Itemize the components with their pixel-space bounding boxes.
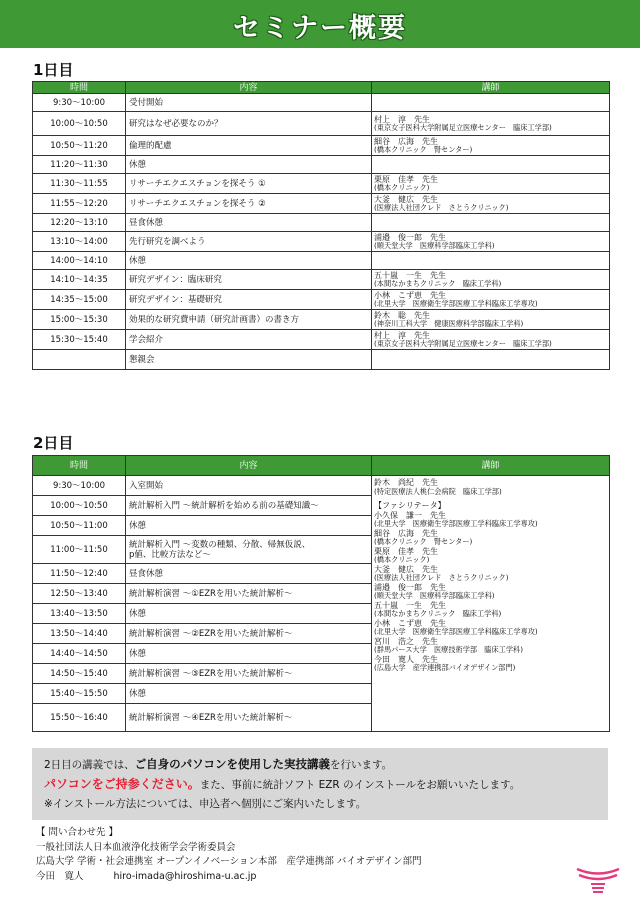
time-cell: 10:50～11:00 <box>33 516 126 536</box>
table-row <box>33 156 610 174</box>
content-text: 統計解析演習 ～③EZRを用いた統計解析～ <box>129 668 293 679</box>
time-cell: 13:10～14:00 <box>33 232 126 252</box>
content-cell <box>126 536 372 564</box>
lecturer-cell <box>372 174 610 194</box>
facilitator-affiliation: (北里大学 医療衛生学部医療工学科臨床工学専攻) <box>374 627 538 636</box>
society-logo-icon <box>575 866 621 896</box>
lecturer-cell <box>372 94 610 112</box>
lecturer-name: 鈴木 聡 先生 <box>374 310 430 320</box>
lecturer-cell <box>372 330 610 350</box>
lecturer-cell <box>372 476 610 732</box>
lecturer-cell <box>372 270 610 290</box>
content-cell <box>126 516 372 536</box>
content-cell <box>126 564 372 584</box>
lecturer-affiliation: (医療法人社団クレド さとうクリニック) <box>374 203 509 212</box>
time-cell: 11:30～11:55 <box>33 174 126 194</box>
table-row <box>33 252 610 270</box>
content-cell: 先行研究を調べよう <box>126 232 372 252</box>
facilitator-affiliation: (本間なかまちクリニック 臨床工学科) <box>374 609 502 618</box>
content-cell <box>126 476 372 496</box>
content-cell: 休憩 <box>126 252 372 270</box>
time-cell: 10:00～10:50 <box>33 112 126 136</box>
content-cell: リサーチエクエスチョンを探そう ① <box>126 174 372 194</box>
content-cell: リサーチエクエスチョンを探そう ② <box>126 194 372 214</box>
notice-emphasis: ご自身のパソコンを使用した実技講義 <box>134 757 330 771</box>
table-row <box>33 330 610 350</box>
lecturer-affiliation: (橋本クリニック) <box>374 183 430 192</box>
lecturer-name: 村上 淳 先生 <box>374 114 430 124</box>
lecturer-cell <box>372 310 610 330</box>
header-lecturer: 講師 <box>372 82 610 94</box>
content-cell <box>126 496 372 516</box>
lecturer-affiliation: (東京女子医科大学附属足立医療センター 臨床工学部) <box>374 123 552 132</box>
time-cell: 12:20～13:10 <box>33 214 126 232</box>
lecturer-cell <box>372 214 610 232</box>
time-cell: 10:00～10:50 <box>33 496 126 516</box>
facilitator-affiliation: (順天堂大学 医療科学部臨床工学科) <box>374 591 495 600</box>
notice-line-1: 2日目の講義では、ご自身のパソコンを使用した実技講義を行います。 <box>44 757 393 771</box>
time-cell: 11:20～11:30 <box>33 156 126 174</box>
content-cell: 研究はなぜ必要なのか？ <box>126 112 372 136</box>
contact-email-link[interactable]: hiro-imada@hiroshima-u.ac.jp <box>113 870 257 882</box>
content-text: 休憩 <box>129 688 147 699</box>
lecturer-cell <box>372 350 610 370</box>
facilitator-affiliation: (北里大学 医療衛生学部医療工学科臨床工学専攻) <box>374 519 538 528</box>
content-cell: 研究デザイン：基礎研究 <box>126 290 372 310</box>
lecturer-affiliation: (東京女子医科大学附属足立医療センター 臨床工学部) <box>374 339 552 348</box>
content-text-cont: p値、比較方法など～ <box>129 549 211 560</box>
facilitator-name: 今田 寛人 先生 <box>374 654 438 664</box>
content-cell: 効果的な研究費申請（研究計画書）の書き方 <box>126 310 372 330</box>
table-row <box>33 232 610 252</box>
content-text: 休憩 <box>129 608 147 619</box>
facilitator-affiliation: (橋本クリニック 腎センター) <box>374 537 473 546</box>
lecturer-name: 栗原 佳孝 先生 <box>374 174 438 184</box>
content-cell: 倫理的配慮 <box>126 136 372 156</box>
facilitator-name: 栗原 佳孝 先生 <box>374 546 438 556</box>
time-cell: 14:00～14:10 <box>33 252 126 270</box>
time-cell: 14:35～15:00 <box>33 290 126 310</box>
time-cell: 15:00～15:30 <box>33 310 126 330</box>
lecturer-affiliation: (神奈川工科大学 健康医療科学部臨床工学科) <box>374 319 524 328</box>
practical-notice <box>32 748 608 820</box>
content-cell <box>126 624 372 644</box>
facilitator-name: 宮川 浩之 先生 <box>374 636 438 646</box>
content-text: 入室開始 <box>129 480 164 491</box>
time-cell: 9:30～10:00 <box>33 94 126 112</box>
lead-lecturer-affiliation: (特定医療法人桃仁会病院 臨床工学部) <box>374 486 502 496</box>
content-text: 統計解析演習 ～①EZRを用いた統計解析～ <box>129 588 293 599</box>
table-row <box>33 310 610 330</box>
lecturer-cell <box>372 194 610 214</box>
day1-title: 1日目 <box>33 61 74 79</box>
time-cell: 15:40～15:50 <box>33 684 126 704</box>
lecturer-name: 五十嵐 一生 先生 <box>374 270 446 280</box>
content-text: 休憩 <box>129 520 147 531</box>
header-content: 内容 <box>126 456 372 476</box>
content-text: 統計解析演習 ～②EZRを用いた統計解析～ <box>129 628 293 639</box>
content-cell: 休憩 <box>126 156 372 174</box>
time-cell: 11:50～12:40 <box>33 564 126 584</box>
lecturer-affiliation: (橋本クリニック 腎センター) <box>374 145 473 154</box>
table-row <box>33 270 610 290</box>
content-text: 統計解析入門 ～変数の種類、分散、帰無仮説、 <box>129 539 311 550</box>
time-cell: 15:50～16:40 <box>33 704 126 732</box>
time-cell: 15:30～15:40 <box>33 330 126 350</box>
lecturer-affiliation: (本間なかまちクリニック 臨床工学科) <box>374 279 502 288</box>
notice-line-3: ※インストール方法については、申込者へ個別にご案内いたします。 <box>44 798 367 810</box>
facilitator-affiliation: (医療法人社団クレド さとうクリニック) <box>374 573 509 582</box>
content-cell: 学会紹介 <box>126 330 372 350</box>
header-time: 時間 <box>33 456 126 476</box>
table-row <box>33 112 610 136</box>
facilitator-name: 浦邉 俊一郎 先生 <box>374 582 446 592</box>
bring-pc-emphasis: パソコンをご持参ください。 <box>44 777 200 791</box>
lecturer-name: 村上 淳 先生 <box>374 330 430 340</box>
lecturer-cell <box>372 290 610 310</box>
content-text: 休憩 <box>129 648 147 659</box>
notice-line-2: パソコンをご持参ください。また、事前に統計ソフト EZR のインストールをお願いいたします。 <box>44 777 521 791</box>
content-cell: 研究デザイン：臨床研究 <box>126 270 372 290</box>
lecturer-cell <box>372 136 610 156</box>
contact-person-line <box>36 870 421 885</box>
content-cell <box>126 664 372 684</box>
content-cell <box>126 604 372 624</box>
content-cell: 懇親会 <box>126 350 372 370</box>
content-cell <box>126 644 372 664</box>
lecturer-affiliation: (順天堂大学 医療科学部臨床工学科) <box>374 241 495 250</box>
time-cell: 13:40～13:50 <box>33 604 126 624</box>
facilitator-name: 五十嵐 一生 先生 <box>374 600 446 610</box>
contact-info <box>36 826 421 884</box>
content-cell <box>126 704 372 732</box>
day1-schedule-table <box>32 81 610 370</box>
lecturer-cell <box>372 112 610 136</box>
lecturer-name: 大釜 健広 先生 <box>374 194 438 204</box>
lead-lecturer-name: 鈴木 尚紀 先生 <box>374 478 438 487</box>
facilitator-name: 大釜 健広 先生 <box>374 564 438 574</box>
facilitator-name: 小林 こず恵 先生 <box>374 618 446 628</box>
facilitator-affiliation: (群馬パース大学 医療技術学部 臨床工学科) <box>374 645 524 654</box>
facilitator-affiliation: (橋本クリニック) <box>374 555 430 564</box>
header-time: 時間 <box>33 82 126 94</box>
content-cell: 受付開始 <box>126 94 372 112</box>
lecturer-name: 小林 こず恵 先生 <box>374 290 446 300</box>
table-row <box>33 476 610 496</box>
content-text: 統計解析演習 ～④EZRを用いた統計解析～ <box>129 712 293 723</box>
time-cell: 11:00～11:50 <box>33 536 126 564</box>
contact-person: 今田 寛人 <box>36 870 84 882</box>
time-cell: 11:55～12:20 <box>33 194 126 214</box>
day2-schedule-table <box>32 455 610 732</box>
lecturer-name: 浦邉 俊一郎 先生 <box>374 232 446 242</box>
contact-dept: 広島大学 学術・社会連携室 オープンイノベーション本部 産学連携部 バイオデザイン部門 <box>36 856 422 868</box>
content-cell <box>126 584 372 604</box>
lecturer-name: 細谷 広海 先生 <box>374 136 438 146</box>
contact-org: 一般社団法人日本血液浄化技術学会学術委員会 <box>36 841 236 853</box>
content-cell <box>126 684 372 704</box>
content-text: 昼食休憩 <box>129 568 164 579</box>
time-cell: 10:50～11:20 <box>33 136 126 156</box>
facilitator-name: 細谷 広海 先生 <box>374 528 438 538</box>
table-header-row <box>33 82 610 94</box>
header-lecturer: 講師 <box>372 456 610 476</box>
table-row <box>33 136 610 156</box>
table-row <box>33 194 610 214</box>
table-row <box>33 350 610 370</box>
facilitator-name: 小久保 謙一 先生 <box>374 510 446 520</box>
header-content: 内容 <box>126 82 372 94</box>
lecturer-cell <box>372 156 610 174</box>
content-text: 統計解析入門 ～統計解析を始める前の基礎知識～ <box>129 500 319 511</box>
page-title: セミナー概要 <box>233 13 407 44</box>
day2-title: 2日目 <box>33 434 74 452</box>
lecturer-cell <box>372 232 610 252</box>
content-cell: 昼食休憩 <box>126 214 372 232</box>
time-cell: 13:50～14:40 <box>33 624 126 644</box>
table-row <box>33 290 610 310</box>
time-cell: 12:50～13:40 <box>33 584 126 604</box>
time-cell: 14:40～14:50 <box>33 644 126 664</box>
time-cell: 14:10～14:35 <box>33 270 126 290</box>
table-header-row <box>33 456 610 476</box>
time-cell: 14:50～15:40 <box>33 664 126 684</box>
time-cell <box>33 350 126 370</box>
table-row <box>33 174 610 194</box>
title-banner <box>0 0 640 48</box>
time-cell: 9:30～10:00 <box>33 476 126 496</box>
facilitator-heading: 【ファシリテータ】 <box>374 501 446 510</box>
table-row <box>33 94 610 112</box>
lecturer-cell <box>372 252 610 270</box>
contact-heading: 【 問い合わせ先 】 <box>36 827 119 838</box>
table-row <box>33 214 610 232</box>
lecturer-affiliation: (北里大学 医療衛生学部医療工学科臨床工学専攻) <box>374 299 538 308</box>
facilitator-affiliation: (広島大学 産学連携部バイオデザイン部門) <box>374 663 516 672</box>
